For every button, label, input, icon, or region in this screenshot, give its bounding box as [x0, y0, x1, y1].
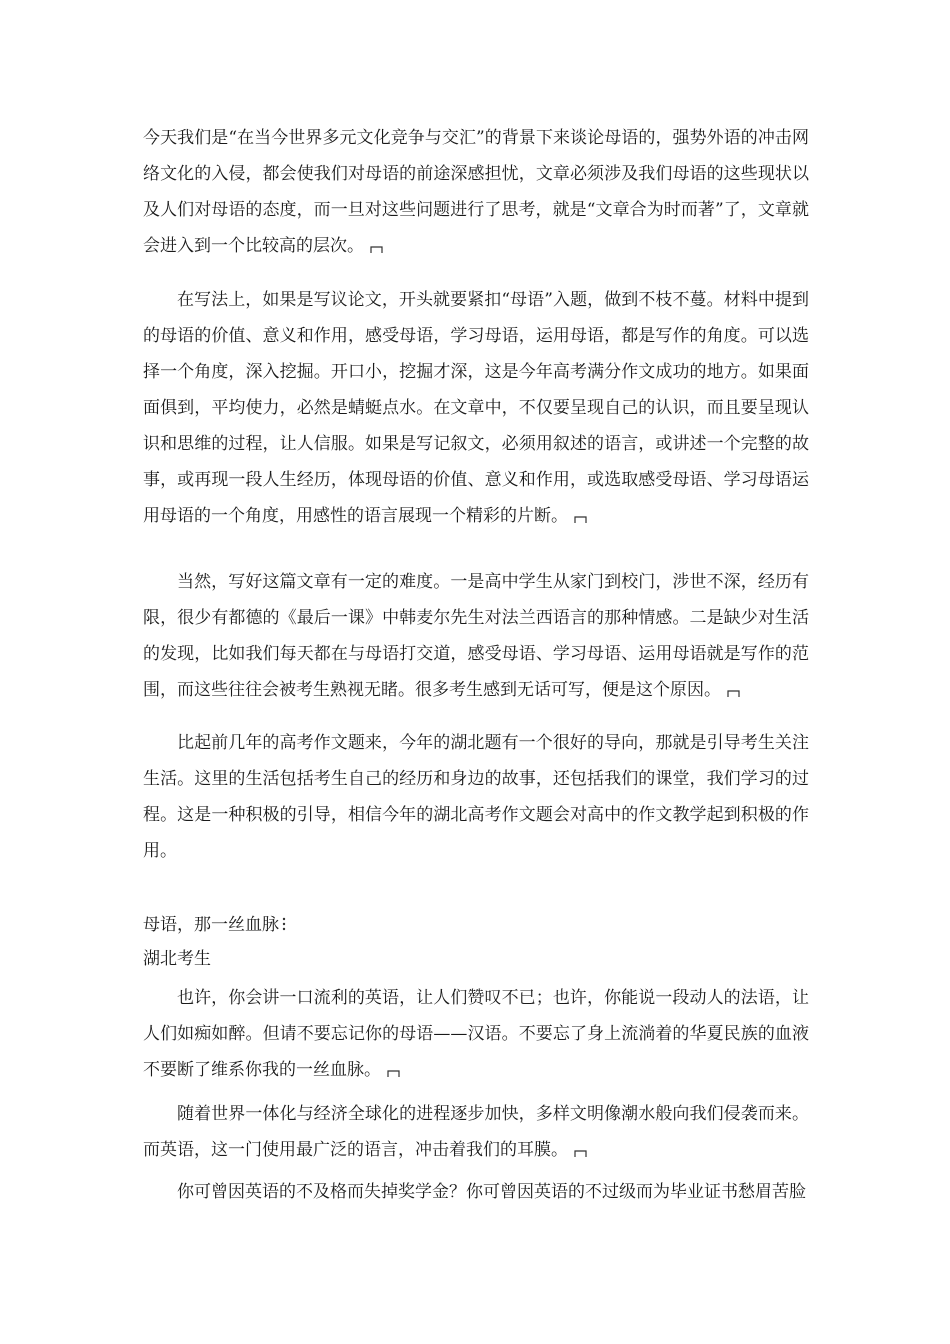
vertical-ellipsis-icon: [281, 916, 287, 932]
essay-title: [143, 913, 287, 937]
paragraph-1-text: 今天我们是“在当今世界多元文化竞争与交汇”的背景下来谈论母语的，强势外语的冲击网络文化的入侵，都会使我们对母语的前途深感担忧，文章必须涉及我们母语的这些现状以及人们对母语的态度，而一旦对这些问题进行了思考，就是“文章合为时而著”了，文章就会进入到一个比较高的层次。: [143, 128, 809, 256]
paragraph-4-text: 比起前几年的高考作文题来，今年的湖北题有一个很好的导向，那就是引导考生关注生活。这里的生活包括考生自己的经历和身边的故事，还包括我们的课堂，我们学习的过程。这是一种积极的引导，相信今年的湖北高考作文题会对高中的作文教学起到积极的作用。: [143, 733, 809, 861]
paragraph-2-text: 在写法上，如果是写议论文，开头就要紧扣“母语”入题，做到不枝不蔓。材料中提到的母语的价值、意义和作用，感受母语，学习母语，运用母语，都是写作的角度。可以选择一个角度，深入挖掘。开口小，挖掘才深，这是今年高考满分作文成功的地方。如果面面俱到，平均使力，必然是蜻蜓点水。在文章中，不仅要呈现自己的认识，而且要呈现认识和思维的过程，让人信服。如果是写记叙文，必须用叙述的语言，或讲述一个完整的故事，或再现一段人生经历，体现母语的价值、意义和作用，或选取感受母语、学习母语运用母语的一个角度，用感性的语言展现一个精彩的片断。: [143, 290, 809, 526]
paragraph-3-text: 当然，写好这篇文章有一定的难度。一是高中学生从家门到校门，涉世不深，经历有限，很少有都德的《最后一课》中韩麦尔先生对法兰西语言的那种情感。二是缺少对生活的发现，比如我们每天都在与母语打交道，感受母语、学习母语、运用母语就是写作的范围，而这些往往会被考生熟视无睹。很多考生感到无话可写，便是这个原因。: [143, 572, 809, 700]
essay-paragraph-3: [143, 1174, 809, 1210]
essay-author: 湖北考生: [143, 949, 211, 969]
essay-paragraph-2: [143, 1096, 809, 1168]
essay-paragraph-2-text: 随着世界一体化与经济全球化的进程逐步加快，多样文明像潮水般向我们侵袭而来。而英语，这一门使用最广泛的语言，冲击着我们的耳膜。: [143, 1104, 809, 1160]
essay-paragraph-1: [143, 980, 809, 1088]
paragraph-1: [143, 120, 809, 264]
paragraph-end-mark-icon: [727, 688, 740, 698]
paragraph-end-mark-icon: [574, 514, 587, 524]
paragraph-2: [143, 282, 809, 534]
paragraph-4: [143, 725, 809, 869]
essay-paragraph-3-text: 你可曾因英语的不及格而失掉奖学金？你可曾因英语的不过级而为毕业证书愁眉苦脸: [177, 1182, 806, 1202]
paragraph-3: [143, 564, 809, 708]
paragraph-end-mark-icon: [574, 1148, 587, 1158]
paragraph-end-mark-icon: [387, 1068, 400, 1078]
essay-title-text: 母语，那一丝血脉: [143, 915, 279, 935]
essay-paragraph-1-text: 也许，你会讲一口流利的英语，让人们赞叹不已；也许，你能说一段动人的法语，让人们如痴如醉。但请不要忘记你的母语——汉语。不要忘了身上流淌着的华夏民族的血液不要断了维系你我的一丝血脉。: [143, 988, 809, 1080]
paragraph-end-mark-icon: [370, 244, 383, 254]
